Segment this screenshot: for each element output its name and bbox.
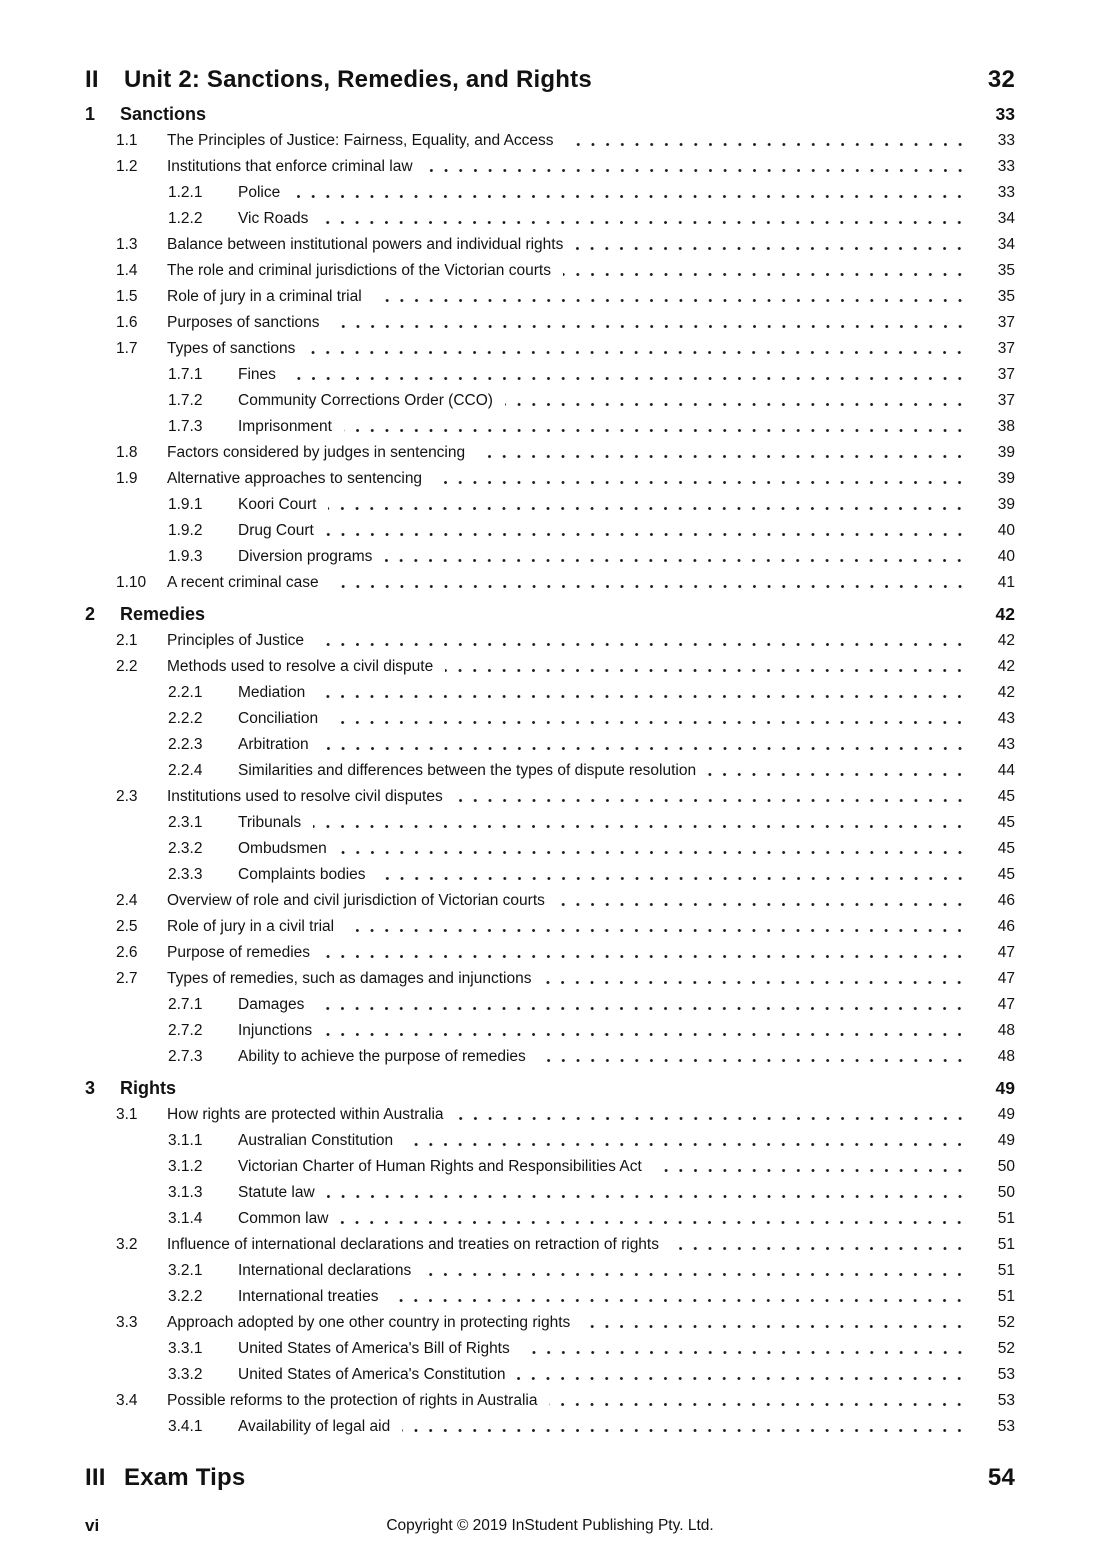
toc-entry-number: 2.5 bbox=[116, 918, 138, 935]
toc-entry-page: 42 bbox=[997, 684, 1015, 701]
toc-entry-page: 52 bbox=[997, 1314, 1015, 1331]
toc-entry-page: 33 bbox=[997, 158, 1015, 175]
toc-entry-page: 51 bbox=[997, 1236, 1015, 1253]
toc-entry[interactable] bbox=[85, 810, 1015, 836]
toc-entry-number: 2.7.3 bbox=[168, 1048, 203, 1065]
toc-entry-title: Balance between institutional powers and individual rights bbox=[167, 236, 564, 253]
toc-entry-title: Victorian Charter of Human Rights and Responsibilities Act bbox=[238, 1158, 642, 1175]
toc-part-heading[interactable] bbox=[85, 1462, 1015, 1494]
toc-entry[interactable] bbox=[85, 1388, 1015, 1414]
toc-entry-title: How rights are protected within Australia bbox=[167, 1106, 444, 1123]
toc-entry[interactable] bbox=[85, 284, 1015, 310]
toc-entry-title: A recent criminal case bbox=[167, 574, 319, 591]
toc-entry-title: Fines bbox=[238, 366, 276, 383]
toc-entry-number: 1.7 bbox=[116, 340, 138, 357]
toc-entry-page: 35 bbox=[997, 262, 1015, 279]
toc-entry-title: Conciliation bbox=[238, 710, 319, 727]
toc-entry[interactable] bbox=[85, 862, 1015, 888]
toc-entry-title: Arbitration bbox=[238, 736, 309, 753]
toc-entry[interactable] bbox=[85, 966, 1015, 992]
toc-entry-page: 47 bbox=[997, 944, 1015, 961]
dot-leader bbox=[517, 1377, 967, 1380]
toc-entry-title: Australian Constitution bbox=[238, 1132, 394, 1149]
toc-entry-page: 38 bbox=[997, 418, 1015, 435]
toc-entry-number: 1.10 bbox=[116, 574, 147, 591]
toc-part-number: III bbox=[85, 1464, 106, 1491]
toc-entry-title: Similarities and differences between the types of dispute resolution bbox=[238, 762, 697, 779]
dot-leader bbox=[322, 955, 967, 958]
dot-leader bbox=[313, 825, 967, 828]
toc-entry[interactable] bbox=[85, 654, 1015, 680]
toc-entry-title: Vic Roads bbox=[238, 210, 309, 227]
toc-entry[interactable] bbox=[85, 1180, 1015, 1206]
toc-entry-page: 33 bbox=[997, 184, 1015, 201]
dot-leader bbox=[654, 1169, 967, 1172]
toc-section-heading[interactable] bbox=[85, 100, 1015, 128]
toc-entry-number: 2.2 bbox=[116, 658, 138, 675]
folio-page-number: vi bbox=[85, 1516, 100, 1535]
toc-entry[interactable] bbox=[85, 1336, 1015, 1362]
toc-entry-number: 1.7.2 bbox=[168, 392, 203, 409]
toc-entry-number: 2.2.1 bbox=[168, 684, 203, 701]
toc-section-title: Rights bbox=[120, 1078, 176, 1098]
dot-leader bbox=[671, 1247, 967, 1250]
dot-leader bbox=[390, 1299, 967, 1302]
toc-entry-title: International declarations bbox=[238, 1262, 412, 1279]
toc-entry-page: 51 bbox=[997, 1210, 1015, 1227]
toc-entry[interactable] bbox=[85, 628, 1015, 654]
toc-section-number: 3 bbox=[85, 1078, 96, 1098]
toc-entry-number: 1.7.1 bbox=[168, 366, 203, 383]
toc-entry-page: 49 bbox=[997, 1132, 1015, 1149]
toc-entry[interactable] bbox=[85, 128, 1015, 154]
toc-entry-number: 1.2 bbox=[116, 158, 138, 175]
toc-entry-number: 2.2.2 bbox=[168, 710, 203, 727]
toc-entry[interactable] bbox=[85, 1362, 1015, 1388]
toc-entry-page: 43 bbox=[997, 710, 1015, 727]
dot-leader bbox=[288, 377, 967, 380]
toc-entry-number: 2.1 bbox=[116, 632, 138, 649]
toc-entry[interactable] bbox=[85, 992, 1015, 1018]
dot-leader bbox=[384, 559, 967, 562]
dot-leader bbox=[543, 981, 967, 984]
toc-entry-page: 39 bbox=[997, 470, 1015, 487]
toc-entry-page: 46 bbox=[997, 892, 1015, 909]
toc-entry-page: 50 bbox=[997, 1184, 1015, 1201]
dot-leader bbox=[316, 1007, 967, 1010]
toc-entry-page: 53 bbox=[997, 1392, 1015, 1409]
dot-leader bbox=[563, 273, 967, 276]
toc-entry[interactable] bbox=[85, 388, 1015, 414]
toc-entry-title: Imprisonment bbox=[238, 418, 332, 435]
toc-entry-number: 3.1.3 bbox=[168, 1184, 203, 1201]
toc-entry[interactable] bbox=[85, 732, 1015, 758]
toc-entry-title: Possible reforms to the protection of rights in Australia bbox=[167, 1392, 538, 1409]
toc-section-heading[interactable] bbox=[85, 1074, 1015, 1102]
toc-entry-title: Overview of role and civil jurisdiction of Victorian courts bbox=[167, 892, 545, 909]
toc-entry[interactable] bbox=[85, 1232, 1015, 1258]
toc-entry-number: 2.7 bbox=[116, 970, 138, 987]
toc-entry[interactable] bbox=[85, 154, 1015, 180]
toc-entry[interactable] bbox=[85, 680, 1015, 706]
dot-leader bbox=[344, 429, 967, 432]
toc-entry[interactable] bbox=[85, 1258, 1015, 1284]
toc-entry-page: 45 bbox=[997, 866, 1015, 883]
toc-entry-number: 3.1.4 bbox=[168, 1210, 203, 1227]
toc-entry-number: 2.2.3 bbox=[168, 736, 203, 753]
dot-leader bbox=[339, 851, 967, 854]
toc-entry-number: 2.3.3 bbox=[168, 866, 203, 883]
toc-entry[interactable] bbox=[85, 914, 1015, 940]
toc-section-page: 49 bbox=[995, 1078, 1015, 1098]
toc-entry-title: Tribunals bbox=[238, 814, 302, 831]
toc-entry-number: 1.9.2 bbox=[168, 522, 203, 539]
toc-entry-number: 3.2 bbox=[116, 1236, 138, 1253]
toc-entry[interactable] bbox=[85, 336, 1015, 362]
toc-entry-number: 2.7.2 bbox=[168, 1022, 203, 1039]
dot-leader bbox=[538, 1059, 967, 1062]
toc-entry-page: 39 bbox=[997, 444, 1015, 461]
toc-entry-number: 1.9.1 bbox=[168, 496, 203, 513]
toc-entry-title: Availability of legal aid bbox=[238, 1418, 391, 1435]
toc-entry[interactable] bbox=[85, 1284, 1015, 1310]
toc-entry-number: 2.3 bbox=[116, 788, 138, 805]
toc-section-title: Remedies bbox=[120, 604, 206, 624]
dot-leader bbox=[317, 695, 967, 698]
toc-entry-number: 1.4 bbox=[116, 262, 138, 279]
toc-entry-title: Institutions that enforce criminal law bbox=[167, 158, 413, 175]
dot-leader bbox=[445, 669, 967, 672]
toc-entry-title: United States of America's Bill of Rights bbox=[238, 1340, 510, 1357]
toc-entry-page: 37 bbox=[997, 340, 1015, 357]
toc-entry-number: 1.2.1 bbox=[168, 184, 203, 201]
toc-entry-page: 52 bbox=[997, 1340, 1015, 1357]
dot-leader bbox=[708, 773, 967, 776]
dot-leader bbox=[374, 299, 967, 302]
copyright-notice: Copyright © 2019 InStudent Publishing Pty. Ltd. bbox=[386, 1517, 714, 1534]
dot-leader bbox=[316, 643, 967, 646]
dot-leader bbox=[332, 325, 967, 328]
dot-leader bbox=[330, 721, 967, 724]
dot-leader bbox=[327, 1195, 967, 1198]
toc-entry-page: 35 bbox=[997, 288, 1015, 305]
toc-entry-number: 1.7.3 bbox=[168, 418, 203, 435]
toc-entry-title: Role of jury in a civil trial bbox=[167, 918, 335, 935]
toc-section-page: 42 bbox=[995, 604, 1015, 624]
dot-leader bbox=[566, 143, 967, 146]
dot-leader bbox=[307, 351, 967, 354]
toc-section-title: Sanctions bbox=[120, 104, 207, 124]
toc-entry[interactable] bbox=[85, 836, 1015, 862]
dot-leader bbox=[292, 195, 967, 198]
toc-entry-number: 2.7.1 bbox=[168, 996, 203, 1013]
toc-entry[interactable] bbox=[85, 784, 1015, 810]
dot-leader bbox=[456, 1117, 967, 1120]
toc-section-number: 2 bbox=[85, 604, 96, 624]
toc-entry[interactable] bbox=[85, 570, 1015, 596]
toc-entry-page: 53 bbox=[997, 1418, 1015, 1435]
toc-entry-title: Police bbox=[238, 184, 281, 201]
toc-entry[interactable] bbox=[85, 1128, 1015, 1154]
toc-part-number: II bbox=[85, 66, 99, 93]
toc-entry-page: 41 bbox=[997, 574, 1015, 591]
toc-entry[interactable] bbox=[85, 492, 1015, 518]
dot-leader bbox=[324, 1033, 967, 1036]
toc-entry-page: 34 bbox=[997, 210, 1015, 227]
dot-leader bbox=[423, 1273, 967, 1276]
toc-entry[interactable] bbox=[85, 706, 1015, 732]
toc-entry-page: 37 bbox=[997, 366, 1015, 383]
toc-entry-number: 1.6 bbox=[116, 314, 138, 331]
toc-entry-title: Principles of Justice bbox=[167, 632, 304, 649]
toc-entry-page: 45 bbox=[997, 814, 1015, 831]
toc-entry[interactable] bbox=[85, 440, 1015, 466]
toc-entry-page: 43 bbox=[997, 736, 1015, 753]
toc-entry-number: 3.4.1 bbox=[168, 1418, 203, 1435]
toc-entry-number: 3.1 bbox=[116, 1106, 138, 1123]
toc-entry-page: 50 bbox=[997, 1158, 1015, 1175]
toc-entry-number: 2.2.4 bbox=[168, 762, 203, 779]
toc-entry-number: 3.3.2 bbox=[168, 1366, 203, 1383]
dot-leader bbox=[505, 403, 967, 406]
dot-leader bbox=[425, 169, 967, 172]
toc-entry-page: 37 bbox=[997, 314, 1015, 331]
toc-entry-number: 3.1.1 bbox=[168, 1132, 203, 1149]
toc-entry-page: 33 bbox=[997, 132, 1015, 149]
toc-entry-number: 1.3 bbox=[116, 236, 138, 253]
toc-entry[interactable] bbox=[85, 544, 1015, 570]
toc-entry-page: 34 bbox=[997, 236, 1015, 253]
toc-entry-number: 1.2.2 bbox=[168, 210, 203, 227]
toc-entry-title: Role of jury in a criminal trial bbox=[167, 288, 362, 305]
page-footer bbox=[85, 1516, 1015, 1536]
toc-entry[interactable] bbox=[85, 1206, 1015, 1232]
toc-entry-page: 39 bbox=[997, 496, 1015, 513]
toc-entry-title: Diversion programs bbox=[238, 548, 373, 565]
toc-part-page: 32 bbox=[987, 66, 1015, 93]
toc-section-heading[interactable] bbox=[85, 600, 1015, 628]
toc-entry-number: 3.3 bbox=[116, 1314, 138, 1331]
toc-entry-title: Purpose of remedies bbox=[167, 944, 311, 961]
toc-entry-page: 37 bbox=[997, 392, 1015, 409]
dot-leader bbox=[321, 747, 967, 750]
toc-entry[interactable] bbox=[85, 232, 1015, 258]
toc-entry-title: Institutions used to resolve civil disputes bbox=[167, 788, 443, 805]
dot-leader bbox=[402, 1429, 967, 1432]
dot-leader bbox=[340, 1221, 967, 1224]
toc-entry[interactable] bbox=[85, 258, 1015, 284]
toc-entry-page: 44 bbox=[997, 762, 1015, 779]
toc-entry[interactable] bbox=[85, 1310, 1015, 1336]
toc-entry-title: Mediation bbox=[238, 684, 306, 701]
toc-entry-title: The role and criminal jurisdictions of the Victorian courts bbox=[167, 262, 551, 279]
toc-entry[interactable] bbox=[85, 466, 1015, 492]
toc-entry-title: Methods used to resolve a civil dispute bbox=[167, 658, 434, 675]
toc-entry-page: 47 bbox=[997, 996, 1015, 1013]
toc-entry-number: 1.9.3 bbox=[168, 548, 203, 565]
toc-entry-title: International treaties bbox=[238, 1288, 379, 1305]
dot-leader bbox=[378, 877, 967, 880]
toc-entry-number: 2.3.1 bbox=[168, 814, 203, 831]
toc-entry-number: 2.6 bbox=[116, 944, 138, 961]
toc-entry[interactable] bbox=[85, 1044, 1015, 1070]
toc-entry-title: United States of America's Constitution bbox=[238, 1366, 506, 1383]
toc-part-title: Exam Tips bbox=[124, 1464, 246, 1491]
toc-entry-title: Purposes of sanctions bbox=[167, 314, 320, 331]
dot-leader bbox=[455, 799, 967, 802]
toc-entry[interactable] bbox=[85, 888, 1015, 914]
toc-entry[interactable] bbox=[85, 1018, 1015, 1044]
toc-entry-title: Injunctions bbox=[238, 1022, 313, 1039]
toc-entry[interactable] bbox=[85, 1414, 1015, 1440]
toc-entry-page: 48 bbox=[997, 1048, 1015, 1065]
toc-entry-page: 48 bbox=[997, 1022, 1015, 1039]
toc-entry-page: 42 bbox=[997, 632, 1015, 649]
toc-entry-title: Factors considered by judges in sentencing bbox=[167, 444, 466, 461]
toc-entry-number: 2.4 bbox=[116, 892, 138, 909]
toc-entry[interactable] bbox=[85, 940, 1015, 966]
toc-entry-page: 45 bbox=[997, 840, 1015, 857]
toc-entry-number: 1.5 bbox=[116, 288, 138, 305]
toc-entry-number: 3.2.1 bbox=[168, 1262, 203, 1279]
dot-leader bbox=[434, 481, 967, 484]
toc-entry-page: 47 bbox=[997, 970, 1015, 987]
toc-entry[interactable] bbox=[85, 362, 1015, 388]
toc-section-page: 33 bbox=[995, 104, 1015, 124]
dot-leader bbox=[582, 1325, 967, 1328]
toc-entry[interactable] bbox=[85, 518, 1015, 544]
dot-leader bbox=[575, 247, 967, 250]
toc-entry-title: Damages bbox=[238, 996, 305, 1013]
toc-entry[interactable] bbox=[85, 180, 1015, 206]
toc-entry-title: Alternative approaches to sentencing bbox=[167, 470, 423, 487]
toc-entry[interactable] bbox=[85, 758, 1015, 784]
dot-leader bbox=[549, 1403, 967, 1406]
toc-entry[interactable] bbox=[85, 1102, 1015, 1128]
toc-entry-page: 49 bbox=[997, 1106, 1015, 1123]
dot-leader bbox=[477, 455, 967, 458]
dot-leader bbox=[328, 507, 967, 510]
toc-part-page: 54 bbox=[987, 1464, 1015, 1491]
toc-entry[interactable] bbox=[85, 310, 1015, 336]
toc-entry-title: Koori Court bbox=[238, 496, 317, 513]
toc-entry-number: 2.3.2 bbox=[168, 840, 203, 857]
toc-part-title: Unit 2: Sanctions, Remedies, and Rights bbox=[124, 66, 592, 93]
toc-entry-title: The Principles of Justice: Fairness, Equality, and Access bbox=[167, 132, 554, 149]
toc-entry-title: Community Corrections Order (CCO) bbox=[238, 392, 493, 409]
dot-leader bbox=[346, 929, 967, 932]
dot-leader bbox=[522, 1351, 967, 1354]
toc-entry-page: 53 bbox=[997, 1366, 1015, 1383]
toc-entry-title: Types of sanctions bbox=[167, 340, 296, 357]
dot-leader bbox=[405, 1143, 967, 1146]
toc-entry-page: 45 bbox=[997, 788, 1015, 805]
toc-entry-title: Statute law bbox=[238, 1184, 315, 1201]
toc-entry[interactable] bbox=[85, 206, 1015, 232]
toc-section-number: 1 bbox=[85, 104, 96, 124]
dot-leader bbox=[320, 221, 967, 224]
toc-entry-title: Influence of international declarations and treaties on retraction of rights bbox=[167, 1236, 659, 1253]
toc-entry-title: Ability to achieve the purpose of remedies bbox=[238, 1048, 526, 1065]
toc-entry-number: 3.4 bbox=[116, 1392, 138, 1409]
toc-entry-page: 51 bbox=[997, 1262, 1015, 1279]
toc-entry-number: 3.2.2 bbox=[168, 1288, 203, 1305]
toc-entry-title: Drug Court bbox=[238, 522, 314, 539]
toc-entry-page: 40 bbox=[997, 522, 1015, 539]
toc-entry-page: 40 bbox=[997, 548, 1015, 565]
toc-entry-title: Ombudsmen bbox=[238, 840, 327, 857]
toc-entry-number: 3.3.1 bbox=[168, 1340, 203, 1357]
toc-entry-page: 46 bbox=[997, 918, 1015, 935]
toc-entry-title: Approach adopted by one other country in protecting rights bbox=[167, 1314, 571, 1331]
toc-part-heading[interactable] bbox=[85, 64, 1015, 96]
toc-entry-title: Complaints bodies bbox=[238, 866, 366, 883]
toc-entry[interactable] bbox=[85, 1154, 1015, 1180]
toc-entry-number: 1.1 bbox=[116, 132, 138, 149]
dot-leader bbox=[331, 585, 967, 588]
toc-entry-number: 1.9 bbox=[116, 470, 138, 487]
toc-entry-page: 42 bbox=[997, 658, 1015, 675]
dot-leader bbox=[557, 903, 967, 906]
toc-entry[interactable] bbox=[85, 414, 1015, 440]
toc-entry-title: Common law bbox=[238, 1210, 329, 1227]
toc-entry-number: 3.1.2 bbox=[168, 1158, 203, 1175]
toc-entry-page: 51 bbox=[997, 1288, 1015, 1305]
toc-entry-number: 1.8 bbox=[116, 444, 138, 461]
dot-leader bbox=[326, 533, 967, 536]
toc-entry-title: Types of remedies, such as damages and injunctions bbox=[167, 970, 532, 987]
